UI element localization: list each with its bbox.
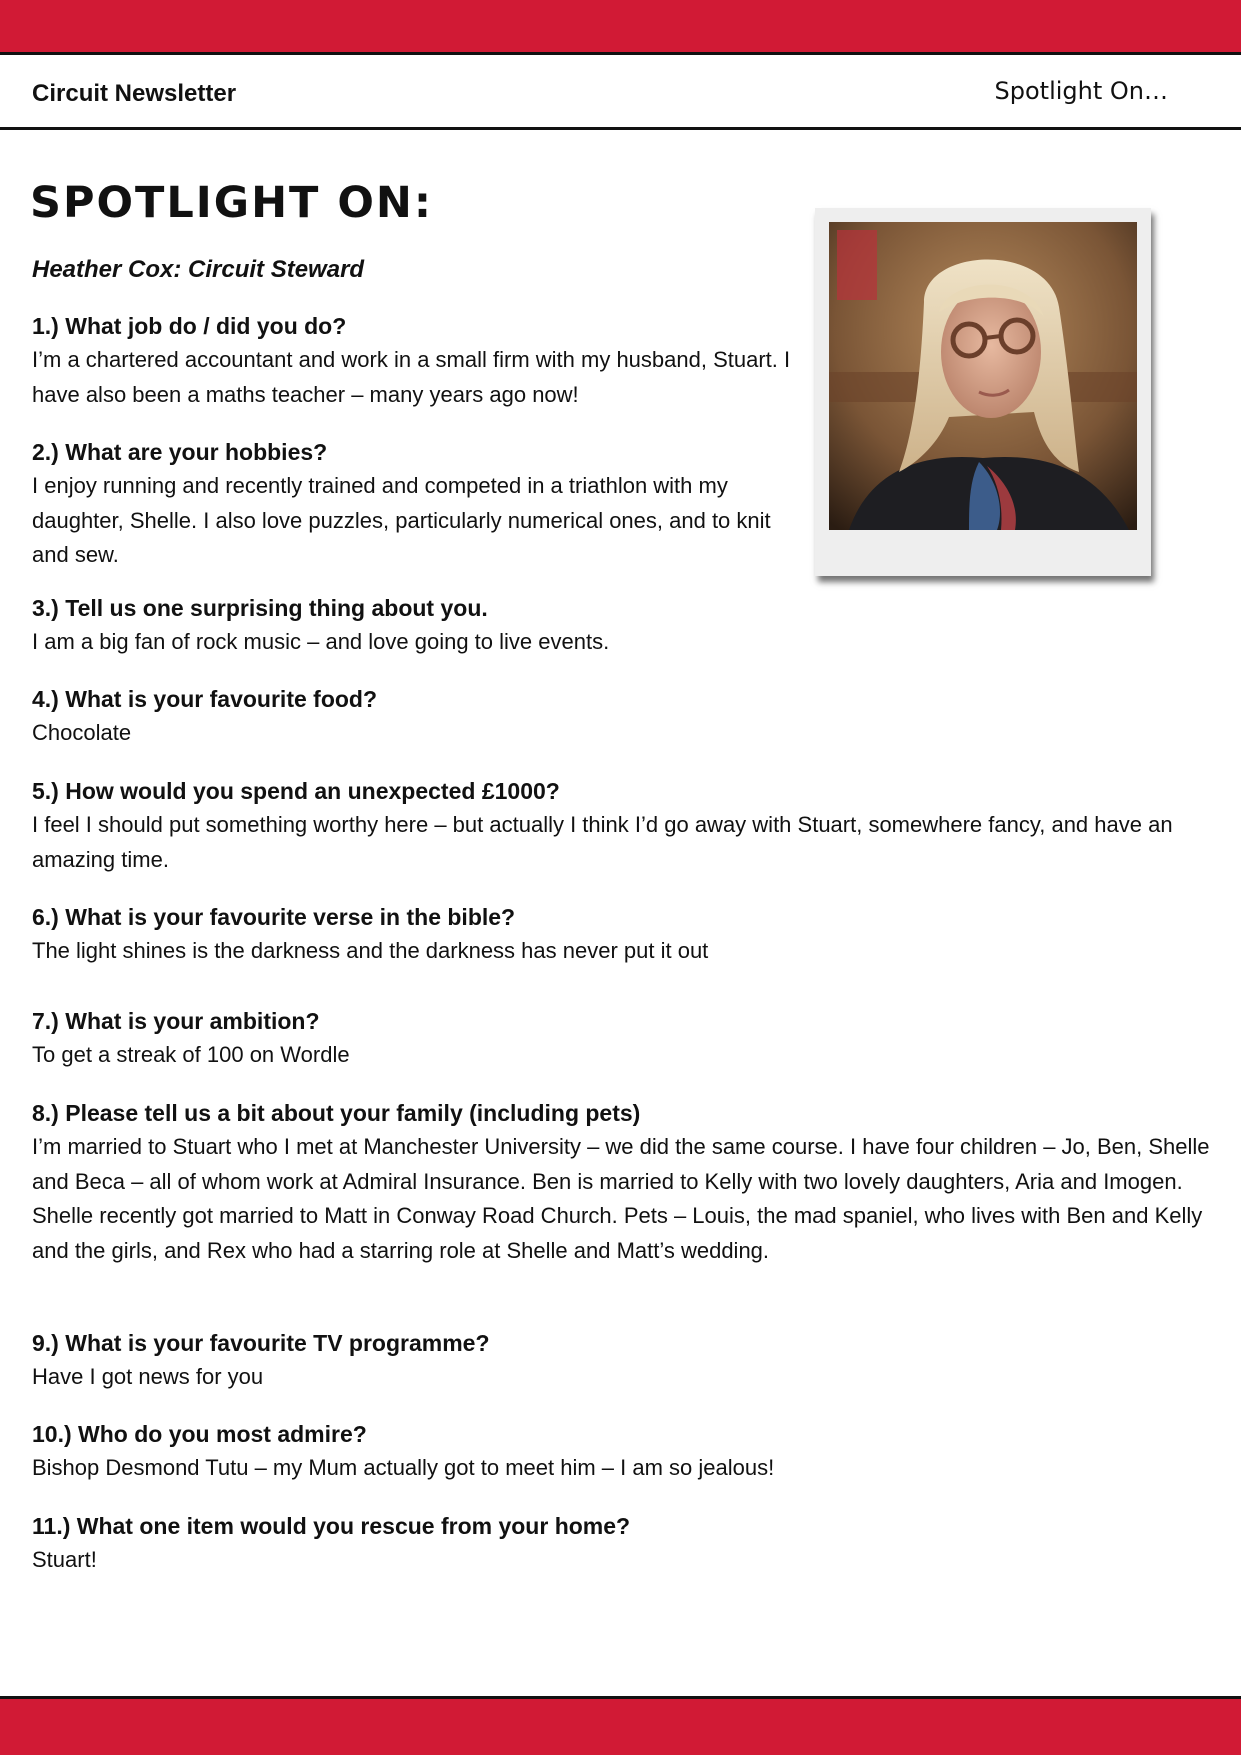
question: 8.) Please tell us a bit about your family (including pets) (32, 1100, 641, 1126)
answer: The light shines is the darkness and the darkness has never put it out (32, 938, 709, 963)
question: 7.) What is your ambition? (32, 1008, 320, 1034)
question: 11.) What one item would you rescue from your home? (32, 1513, 631, 1539)
qa-item-7 (32, 1004, 1212, 1073)
newsletter-name: Circuit Newsletter (32, 80, 237, 107)
qa-item-2 (32, 435, 792, 573)
portrait-illustration (829, 222, 1137, 530)
qa-item-4 (32, 682, 1212, 751)
qa-item-8 (32, 1096, 1217, 1268)
answer: I enjoy running and recently trained and competed in a triathlon with my daughter, Shelle. I also love puzzles, particularly numerical ones, and to knit and sew. (32, 473, 771, 567)
page-title: SPOTLIGHT ON: (30, 178, 434, 228)
portrait-photo (829, 222, 1137, 530)
answer: I am a big fan of rock music – and love going to live events. (32, 629, 610, 654)
question: 9.) What is your favourite TV programme? (32, 1330, 490, 1356)
answer: I’m a chartered accountant and work in a small firm with my husband, Stuart. I have also been a maths teacher – many years ago now! (32, 347, 791, 407)
answer: Bishop Desmond Tutu – my Mum actually got to meet him – I am so jealous! (32, 1455, 775, 1480)
person-subtitle: Heather Cox: Circuit Steward (32, 256, 365, 283)
top-color-band (0, 0, 1241, 55)
qa-item-11 (32, 1509, 1212, 1578)
question: 1.) What job do / did you do? (32, 313, 347, 339)
question: 6.) What is your favourite verse in the bible? (32, 904, 516, 930)
question: 2.) What are your hobbies? (32, 439, 328, 465)
qa-item-5 (32, 774, 1212, 877)
qa-item-6 (32, 900, 1212, 969)
polaroid-frame (815, 208, 1151, 576)
question: 5.) How would you spend an unexpected £1000? (32, 778, 560, 804)
answer: Chocolate (32, 720, 132, 745)
qa-item-1 (32, 309, 792, 412)
answer: I’m married to Stuart who I met at Manchester University – we did the same course. I have four children – Jo, Ben, Shelle and Beca – all of whom work at Admiral Insurance. Ben is married to Kelly with two lovely daughters, Aria and Imogen. Shelle recently got married to Matt in Conway Road Church. Pets – Louis, the mad spaniel, who lives with Ben and Kelly and the girls, and Rex who had a starring role at Shelle and Matt’s wedding. (32, 1134, 1210, 1263)
qa-item-3 (32, 591, 1212, 660)
answer: To get a streak of 100 on Wordle (32, 1042, 350, 1067)
question: 10.) Who do you most admire? (32, 1421, 367, 1447)
qa-item-10 (32, 1417, 1212, 1486)
page-header (0, 55, 1241, 130)
answer: Stuart! (32, 1547, 97, 1572)
answer: Have I got news for you (32, 1364, 264, 1389)
question: 3.) Tell us one surprising thing about you. (32, 595, 488, 621)
answer: I feel I should put something worthy here – but actually I think I’d go away with Stuart, somewhere fancy, and have an amazing time. (32, 812, 1173, 872)
qa-item-9 (32, 1326, 1212, 1395)
section-name: Spotlight On… (994, 77, 1168, 105)
question: 4.) What is your favourite food? (32, 686, 378, 712)
bottom-color-band (0, 1696, 1241, 1755)
